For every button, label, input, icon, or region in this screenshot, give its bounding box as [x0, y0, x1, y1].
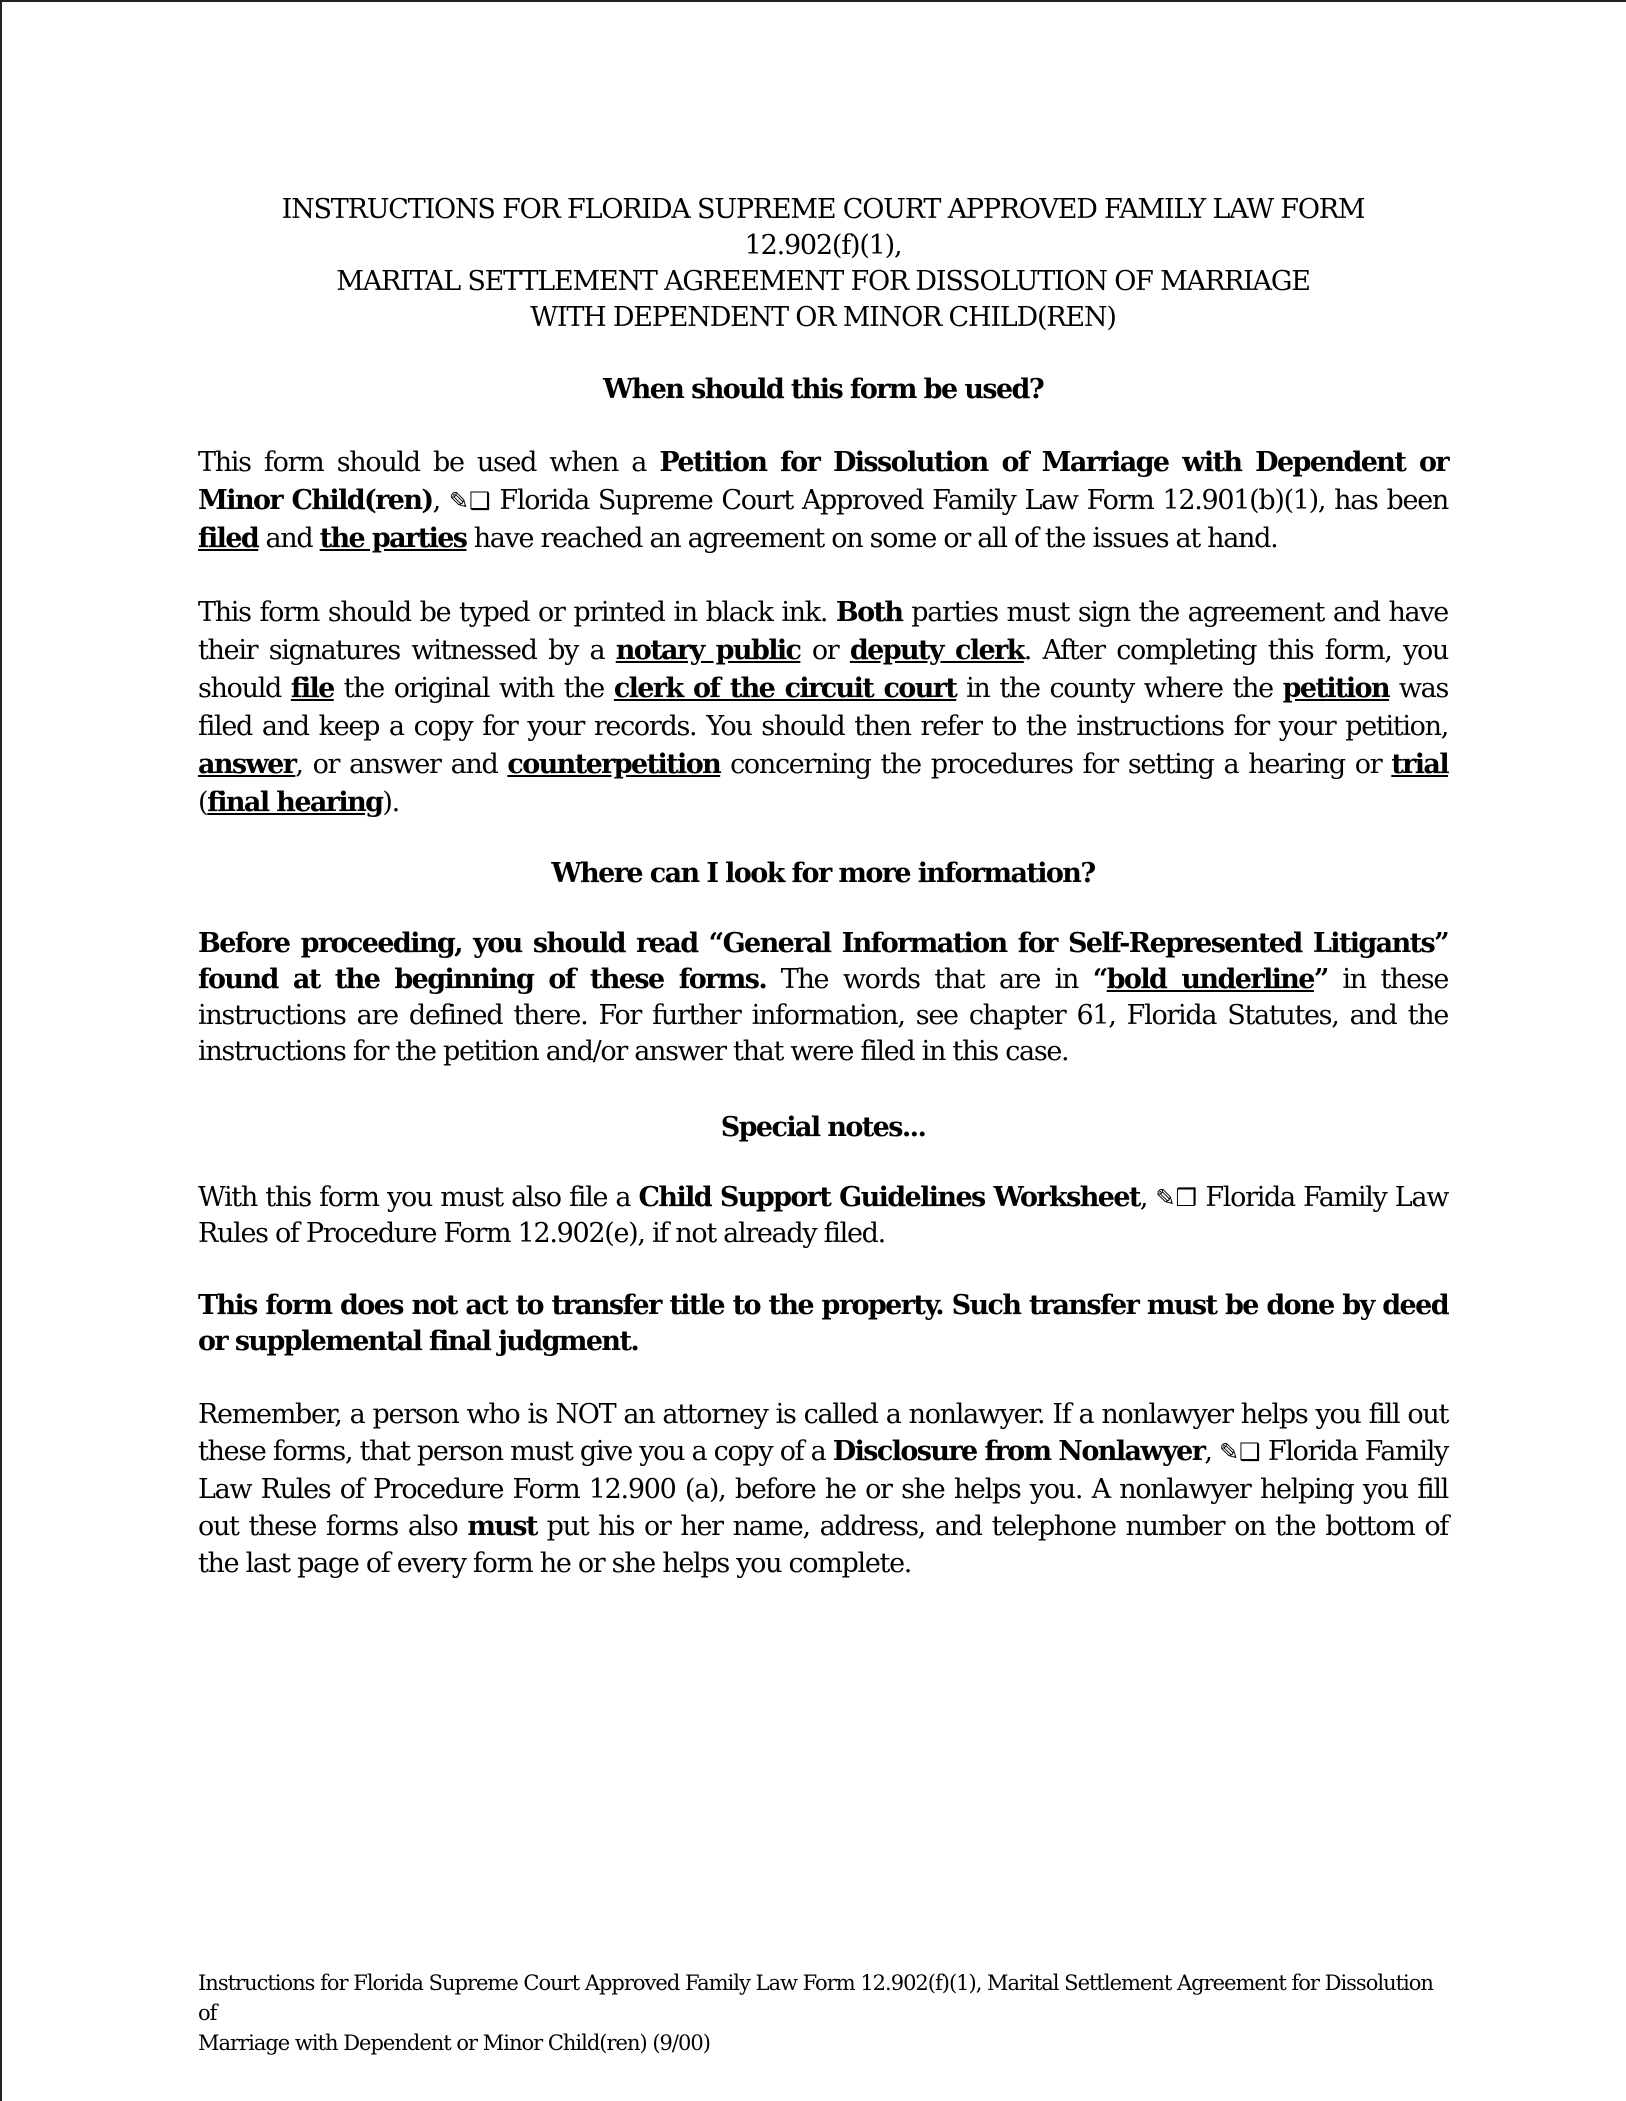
pencil-icon: ✎ — [1155, 1184, 1176, 1212]
page-footer — [198, 1968, 1448, 2058]
text: This form should be typed or printed in black ink. — [198, 597, 836, 628]
text: was filed and keep a copy for your records. You should then refer to the instructions for your petition, — [198, 673, 1448, 742]
checkbox-icon: ❑ — [468, 487, 491, 515]
section-heading-special-notes: Special notes... — [720, 1112, 926, 1143]
bold-term-both: Both — [835, 597, 903, 628]
bold-text-title-transfer: This form does not act to transfer title to the property. Such transfer must be done by deed or supplemental final judgment. — [198, 1290, 1448, 1357]
defined-term-answer: answer — [198, 749, 296, 780]
defined-term-notary-public: notary public — [615, 635, 801, 666]
checkbox-icon: ❑ — [1239, 1438, 1261, 1466]
bold-term-disclosure-from-nonlawyer: Disclosure from Nonlawyer — [832, 1436, 1205, 1467]
defined-term-clerk-of-circuit-court: clerk of the circuit court — [613, 673, 957, 704]
footer-line-1: Instructions for Florida Supreme Court Approved Family Law Form 12.902(f)(1), Marital Settlement Agreement for Dissolution of — [198, 1971, 1433, 2025]
defined-term-file: file — [290, 673, 334, 704]
defined-term-the-parties: the parties — [319, 523, 467, 554]
text: Florida Family Law Rules of Procedure Form 12.900 (a), before he or she helps you. A nonlawyer helping you fill out these forms also — [198, 1436, 1448, 1542]
text: ). — [382, 787, 399, 818]
paragraph-nonlawyer — [198, 1396, 1448, 1582]
text: The words that are in — [766, 964, 1093, 995]
text: or — [800, 635, 850, 666]
text: , — [432, 485, 449, 516]
text: have reached an agreement on some or all of the issues at hand. — [466, 523, 1278, 554]
text: Florida Supreme Court Approved Family Law Form 12.901(b)(1), has been — [490, 485, 1448, 516]
section-heading-when-used: When should this form be used? — [602, 374, 1044, 405]
document-title — [198, 192, 1448, 336]
defined-term-counterpetition: counterpetition — [507, 749, 721, 780]
quote-open: “ — [1092, 964, 1107, 995]
bold-term-must: must — [467, 1511, 537, 1542]
text: and — [258, 523, 320, 554]
text: in the county where the — [956, 673, 1283, 704]
defined-term-final-hearing: final hearing — [207, 787, 383, 818]
paragraph-title-transfer-note — [198, 1288, 1448, 1360]
pencil-icon: ✎ — [1218, 1438, 1240, 1466]
paragraph-more-info — [198, 926, 1448, 1070]
text: ( — [198, 787, 208, 818]
text: . After completing this form, you should — [198, 635, 1448, 704]
defined-term-deputy-clerk: deputy clerk — [849, 635, 1024, 666]
section-heading-more-info: Where can I look for more information? — [551, 858, 1095, 889]
quote-close: ” — [1313, 964, 1328, 995]
checkbox-icon: ❒ — [1175, 1184, 1198, 1212]
paragraph-when-used — [198, 444, 1448, 558]
text: parties must sign the agreement and have their signatures witnessed by a — [198, 597, 1448, 666]
text: in these instructions are defined there. For further information, see chapter 61, Florida Statutes, and the instructions for the petition and/or answer that were filed in this case. — [198, 964, 1449, 1067]
title-line-2: 12.902(f)(1), — [744, 230, 902, 261]
defined-term-filed: filed — [198, 523, 259, 554]
text: With this form you must also file a — [198, 1182, 639, 1213]
text: Florida Family Law Rules of Procedure Form 12.902(e), if not already filed. — [198, 1182, 1449, 1249]
text: the original with the — [333, 673, 614, 704]
defined-term-petition: petition — [1282, 673, 1389, 704]
text: concerning the procedures for setting a hearing or — [720, 749, 1392, 780]
text: , — [1139, 1182, 1156, 1213]
title-line-3: MARITAL SETTLEMENT AGREEMENT FOR DISSOLUTION OF MARRIAGE — [336, 266, 1310, 297]
text: This form should be used when a — [198, 447, 660, 478]
text: , — [1204, 1436, 1219, 1467]
bold-term-child-support-worksheet: Child Support Guidelines Worksheet — [638, 1182, 1140, 1213]
paragraph-child-support — [198, 1180, 1448, 1252]
document-content — [198, 192, 1448, 1582]
pencil-icon: ✎ — [448, 487, 469, 515]
paragraph-instructions — [198, 594, 1448, 822]
bold-text-before-proceeding: Before proceeding, you should read “General Information for Self-Represented Litigants” found at the beginning of these forms. — [198, 928, 1448, 995]
defined-term-bold-underline: bold underline — [1106, 964, 1314, 995]
bold-term-petition: Petition for Dissolution of Marriage with Dependent or Minor Child(ren) — [198, 447, 1448, 516]
text: put his or her name, address, and telephone number on the bottom of the last page of every form he or she helps you complete. — [198, 1511, 1448, 1579]
text: Remember, a person who is NOT an attorney is called a nonlawyer. If a nonlawyer helps you fill out these forms, that person must give you a copy of a — [198, 1399, 1448, 1467]
title-line-1: INSTRUCTIONS FOR FLORIDA SUPREME COURT APPROVED FAMILY LAW FORM — [281, 194, 1365, 225]
footer-line-2: Marriage with Dependent or Minor Child(ren) (9/00) — [198, 2031, 710, 2055]
defined-term-trial: trial — [1391, 749, 1448, 780]
title-line-4: WITH DEPENDENT OR MINOR CHILD(REN) — [530, 302, 1116, 333]
text: , or answer and — [295, 749, 508, 780]
